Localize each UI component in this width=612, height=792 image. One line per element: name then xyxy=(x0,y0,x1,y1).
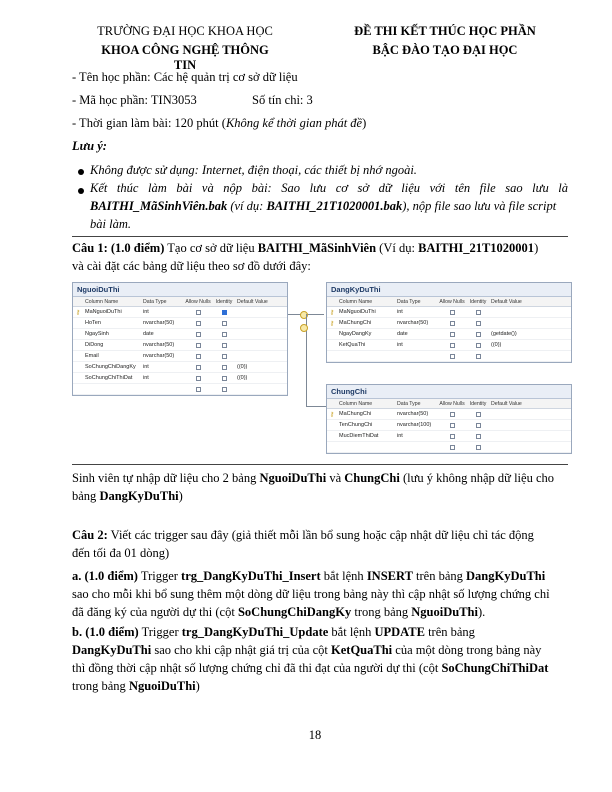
allow-nulls-checkbox[interactable] xyxy=(196,365,201,370)
allow-nulls-checkbox[interactable] xyxy=(450,412,455,417)
allow-nulls-cell xyxy=(437,321,467,326)
column-header: Column Name xyxy=(85,298,119,305)
column-header: Column Name xyxy=(339,400,373,407)
divider xyxy=(72,464,568,465)
q1-line2: và cài đặt các bảng dữ liệu theo sơ đồ dưới đây: xyxy=(72,259,311,273)
divider xyxy=(72,236,568,237)
identity-cell xyxy=(467,412,489,417)
q1-label: Câu 1: (1.0 điểm) xyxy=(72,241,165,255)
data-type: int xyxy=(143,309,149,315)
data-type: date xyxy=(397,331,408,337)
text: trên bảng xyxy=(424,625,475,639)
note-text: (ví dụ: xyxy=(227,199,267,213)
text: Trigger xyxy=(138,625,182,639)
table-ref: DangKyDuThi xyxy=(72,643,152,657)
allow-nulls-checkbox[interactable] xyxy=(450,434,455,439)
table-row[interactable] xyxy=(327,329,571,340)
column-header: Allow Nulls xyxy=(439,400,465,407)
duration xyxy=(72,116,366,131)
column-name: KetQuaThi xyxy=(339,342,366,348)
column-name: MaNguoiDuThi xyxy=(85,309,122,315)
q1-db-example: BAITHI_21T1020001 xyxy=(418,241,535,255)
text: trong bảng xyxy=(72,679,129,693)
duration-note: Không kể thời gian phát đề xyxy=(225,116,363,130)
table-row[interactable] xyxy=(327,351,571,362)
data-type: int xyxy=(397,342,403,348)
q1-text: (Ví dụ: xyxy=(376,241,419,255)
text: ). xyxy=(477,605,486,619)
identity-checkbox[interactable] xyxy=(476,445,481,450)
identity-cell xyxy=(213,321,235,326)
table-title: DangKyDuThi xyxy=(327,283,571,297)
column-name: MucDiemThiDat xyxy=(339,433,379,439)
allow-nulls-checkbox[interactable] xyxy=(196,354,201,359)
default-value: ((0)) xyxy=(491,342,502,348)
allow-nulls-checkbox[interactable] xyxy=(450,354,455,359)
column-header: Data Type xyxy=(143,298,167,305)
text: ) xyxy=(178,489,183,503)
identity-checkbox[interactable] xyxy=(476,423,481,428)
column-name: NgayDangKy xyxy=(339,331,372,337)
column-name: SoChungChiThiDat xyxy=(85,375,133,381)
text: bắt lệnh xyxy=(328,625,375,639)
table-row[interactable] xyxy=(73,384,287,395)
data-type: int xyxy=(143,364,149,370)
primary-key-icon: ⚷ xyxy=(329,309,335,316)
bullet-dot xyxy=(78,188,84,194)
default-value: ((0)) xyxy=(237,364,248,370)
trigger-name: trg_DangKyDuThi_Insert xyxy=(181,569,321,583)
identity-checkbox[interactable] xyxy=(222,354,227,359)
primary-key-icon: ⚷ xyxy=(75,309,81,316)
data-entry-line1 xyxy=(72,471,554,486)
allow-nulls-cell xyxy=(437,332,467,337)
notes-title: Lưu ý: xyxy=(72,139,107,153)
default-value: ((0)) xyxy=(237,375,248,381)
q2-intro-line1 xyxy=(72,528,534,543)
data-type: nvarchar(100) xyxy=(397,422,432,428)
allow-nulls-checkbox[interactable] xyxy=(450,310,455,315)
allow-nulls-checkbox[interactable] xyxy=(196,387,201,392)
school-name: TRƯỜNG ĐẠI HỌC KHOA HỌC xyxy=(97,24,273,38)
table-row[interactable] xyxy=(73,329,287,340)
allow-nulls-cell xyxy=(437,445,467,450)
identity-cell xyxy=(467,332,489,337)
column-ref: SoChungChiDangKy xyxy=(237,605,352,619)
identity-checkbox[interactable] xyxy=(476,343,481,348)
data-type: nvarchar(50) xyxy=(143,320,175,326)
identity-cell xyxy=(467,434,489,439)
allow-nulls-cell xyxy=(183,387,213,392)
exam-level: BẬC ĐÀO TẠO ĐẠI HỌC xyxy=(372,43,518,57)
table-row[interactable] xyxy=(327,307,571,318)
identity-cell xyxy=(213,310,235,315)
identity-cell xyxy=(213,332,235,337)
table-row[interactable] xyxy=(327,409,571,420)
q2a-line3 xyxy=(72,605,485,620)
text: ) xyxy=(195,679,200,693)
default-value: (getdate()) xyxy=(491,331,517,337)
identity-cell xyxy=(213,354,235,359)
column-name: DiDong xyxy=(85,342,104,348)
table-row[interactable] xyxy=(73,307,287,318)
q2b-label: b. (1.0 điểm) xyxy=(72,625,139,639)
text: trong bảng xyxy=(351,605,412,619)
identity-cell xyxy=(213,376,235,381)
text: Sinh viên tự nhập dữ liệu cho 2 bảng xyxy=(72,471,260,485)
column-header: Data Type xyxy=(397,298,421,305)
sql-command: UPDATE xyxy=(374,625,425,639)
identity-cell xyxy=(213,387,235,392)
text: bắt lệnh xyxy=(320,569,367,583)
course-code: - Mã học phần: TIN3053 xyxy=(72,93,197,107)
allow-nulls-cell xyxy=(183,321,213,326)
column-name: HoTen xyxy=(85,320,101,326)
q1-text: ) xyxy=(534,241,539,255)
data-type: int xyxy=(397,433,403,439)
identity-cell xyxy=(467,354,489,359)
key-icon xyxy=(300,324,308,332)
table-ref: ChungChi xyxy=(344,471,400,485)
table-header-row xyxy=(327,297,571,307)
identity-cell xyxy=(213,343,235,348)
q1-db-name: BAITHI_MãSinhViên xyxy=(257,241,377,255)
identity-checkbox[interactable] xyxy=(222,310,227,315)
allow-nulls-checkbox[interactable] xyxy=(196,376,201,381)
duration-suffix: ) xyxy=(362,116,367,130)
q2b-line4 xyxy=(72,679,200,694)
note-bullet-2-line3: bài làm. xyxy=(90,217,131,231)
trigger-name: trg_DangKyDuThi_Update xyxy=(181,625,329,639)
bullet-dot xyxy=(78,169,84,175)
table-ref: DangKyDuThi xyxy=(99,489,179,503)
identity-checkbox[interactable] xyxy=(222,321,227,326)
exam-title: ĐỀ THI KẾT THÚC HỌC PHẦN xyxy=(354,24,536,38)
column-name: TenChungChi xyxy=(339,422,373,428)
column-name: NgaySinh xyxy=(85,331,109,337)
column-header: Column Name xyxy=(339,298,373,305)
q2-intro-line2: đến tối đa 01 dòng) xyxy=(72,546,170,560)
column-name: MaNguoiDuThi xyxy=(339,309,376,315)
text: của một dòng trong bảng này xyxy=(392,643,542,657)
allow-nulls-cell xyxy=(437,434,467,439)
allow-nulls-checkbox[interactable] xyxy=(196,310,201,315)
table-ref: NguoiDuThi xyxy=(128,679,196,693)
backup-filename-example: BAITHI_21T1020001.bak xyxy=(266,199,403,213)
course-name: - Tên học phần: Các hệ quản trị cơ sở dữ liệu xyxy=(72,70,298,84)
column-name: Email xyxy=(85,353,99,359)
table-title: ChungChi xyxy=(327,385,571,399)
table-row[interactable] xyxy=(73,340,287,351)
q1-line1 xyxy=(72,241,538,256)
q1-text: Tạo cơ sở dữ liệu xyxy=(164,241,258,255)
q2a-line2: sao cho mỗi khi bổ sung thêm một dòng dữ liệu trong bảng này thì cập nhật số lượng chứng chỉ xyxy=(72,587,550,601)
allow-nulls-cell xyxy=(183,354,213,359)
table-row[interactable] xyxy=(327,442,571,453)
column-name: SoChungChiDangKy xyxy=(85,364,136,370)
data-type: nvarchar(50) xyxy=(397,320,429,326)
column-name: MaChungChi xyxy=(339,320,372,326)
allow-nulls-checkbox[interactable] xyxy=(450,332,455,337)
table-row[interactable] xyxy=(73,318,287,329)
table-ref: DangKyDuThi xyxy=(466,569,546,583)
identity-checkbox[interactable] xyxy=(222,365,227,370)
column-header: Identity xyxy=(469,298,487,305)
text: trên bảng xyxy=(412,569,467,583)
q2b-line2 xyxy=(72,643,541,658)
text: và xyxy=(326,471,345,485)
allow-nulls-checkbox[interactable] xyxy=(450,445,455,450)
note-bullet-2-line2 xyxy=(90,199,556,214)
column-header: Allow Nulls xyxy=(185,298,211,305)
allow-nulls-cell xyxy=(437,423,467,428)
relationship-line xyxy=(306,406,326,407)
duration-prefix: - Thời gian làm bài: 120 phút ( xyxy=(72,116,226,130)
table-ref: NguoiDuThi xyxy=(411,605,478,619)
table-dangkyduthi[interactable] xyxy=(326,282,572,363)
column-ref: KetQuaThi xyxy=(331,643,393,657)
column-header: Default Value xyxy=(237,298,268,305)
column-ref: SoChungChiThiDat xyxy=(441,661,549,675)
table-ref: NguoiDuThi xyxy=(259,471,327,485)
backup-filename: BAITHI_MãSinhViên.bak xyxy=(90,199,228,213)
identity-cell xyxy=(467,423,489,428)
identity-checkbox[interactable] xyxy=(476,354,481,359)
q2a-label: a. (1.0 điểm) xyxy=(72,569,138,583)
table-row[interactable] xyxy=(73,351,287,362)
identity-checkbox[interactable] xyxy=(476,412,481,417)
identity-cell xyxy=(467,445,489,450)
table-row[interactable] xyxy=(73,362,287,373)
allow-nulls-checkbox[interactable] xyxy=(450,423,455,428)
q2-label: Câu 2: xyxy=(72,528,108,542)
primary-key-icon: ⚷ xyxy=(329,320,335,327)
allow-nulls-cell xyxy=(437,412,467,417)
allow-nulls-cell xyxy=(183,365,213,370)
allow-nulls-checkbox[interactable] xyxy=(450,343,455,348)
credits: Số tín chỉ: 3 xyxy=(252,93,313,107)
sql-command: INSERT xyxy=(366,569,413,583)
table-row[interactable] xyxy=(327,431,571,442)
data-type: nvarchar(50) xyxy=(143,342,175,348)
data-type: int xyxy=(143,375,149,381)
identity-checkbox[interactable] xyxy=(476,310,481,315)
column-header: Identity xyxy=(215,298,233,305)
table-header-row xyxy=(73,297,287,307)
data-type: date xyxy=(143,331,154,337)
allow-nulls-cell xyxy=(183,332,213,337)
allow-nulls-checkbox[interactable] xyxy=(450,321,455,326)
table-row[interactable] xyxy=(73,373,287,384)
text: Trigger xyxy=(137,569,182,583)
identity-cell xyxy=(467,310,489,315)
faculty-name: KHOA CÔNG NGHỆ THÔNG TIN xyxy=(101,43,269,72)
note-bullet-1: Không được sử dụng: Internet, điện thoại, các thiết bị nhớ ngoài. xyxy=(90,163,417,177)
note-bullet-2-line1: Kết thúc làm bài và nộp bài: Sao lưu cơ sở dữ liệu với tên file sao lưu là xyxy=(90,181,568,195)
data-type: nvarchar(50) xyxy=(397,411,429,417)
database-diagram xyxy=(72,280,568,460)
allow-nulls-cell xyxy=(183,310,213,315)
column-name: MaChungChi xyxy=(339,411,372,417)
text: sao cho khi cập nhật giá trị của cột xyxy=(151,643,332,657)
identity-checkbox[interactable] xyxy=(476,332,481,337)
q2a-line1 xyxy=(72,569,545,584)
identity-cell xyxy=(467,321,489,326)
note-text: ), nộp file sao lưu và file script xyxy=(402,199,557,213)
column-header: Identity xyxy=(469,400,487,407)
table-chungchi[interactable] xyxy=(326,384,572,454)
column-header: Allow Nulls xyxy=(439,298,465,305)
identity-checkbox[interactable] xyxy=(222,376,227,381)
primary-key-icon: ⚷ xyxy=(329,411,335,418)
page-number: 18 xyxy=(308,728,322,742)
column-header: Data Type xyxy=(397,400,421,407)
table-title: NguoiDuThi xyxy=(73,283,287,297)
table-row[interactable] xyxy=(327,340,571,351)
data-entry-line2 xyxy=(72,489,183,504)
allow-nulls-cell xyxy=(437,310,467,315)
table-nguoiduthi[interactable] xyxy=(72,282,288,396)
q2b-line1 xyxy=(72,625,475,640)
allow-nulls-cell xyxy=(183,376,213,381)
text: đã đăng ký của người dự thi (cột xyxy=(72,605,238,619)
data-type: nvarchar(50) xyxy=(143,353,175,359)
column-header: Default Value xyxy=(491,400,522,407)
table-row[interactable] xyxy=(327,318,571,329)
identity-checkbox[interactable] xyxy=(222,387,227,392)
text: bảng xyxy=(72,489,100,503)
allow-nulls-checkbox[interactable] xyxy=(196,321,201,326)
data-type: int xyxy=(397,309,403,315)
identity-cell xyxy=(213,365,235,370)
identity-cell xyxy=(467,343,489,348)
allow-nulls-cell xyxy=(437,343,467,348)
identity-checkbox[interactable] xyxy=(476,434,481,439)
column-header: Default Value xyxy=(491,298,522,305)
text: (lưu ý không nhập dữ liệu cho xyxy=(399,471,554,485)
allow-nulls-checkbox[interactable] xyxy=(196,332,201,337)
table-header-row xyxy=(327,399,571,409)
q2b-line3 xyxy=(72,661,548,676)
allow-nulls-checkbox[interactable] xyxy=(196,343,201,348)
identity-checkbox[interactable] xyxy=(222,343,227,348)
text: thì đồng thời cập nhật số lượng chứng chỉ đã thi đạt của người dự thi (cột xyxy=(72,661,442,675)
q2-text: Viết các trigger sau đây (giả thiết mỗi lần bổ sung hoặc cập nhật dữ liệu chỉ tác động xyxy=(107,528,534,542)
allow-nulls-cell xyxy=(183,343,213,348)
identity-checkbox[interactable] xyxy=(222,332,227,337)
identity-checkbox[interactable] xyxy=(476,321,481,326)
table-row[interactable] xyxy=(327,420,571,431)
allow-nulls-cell xyxy=(437,354,467,359)
